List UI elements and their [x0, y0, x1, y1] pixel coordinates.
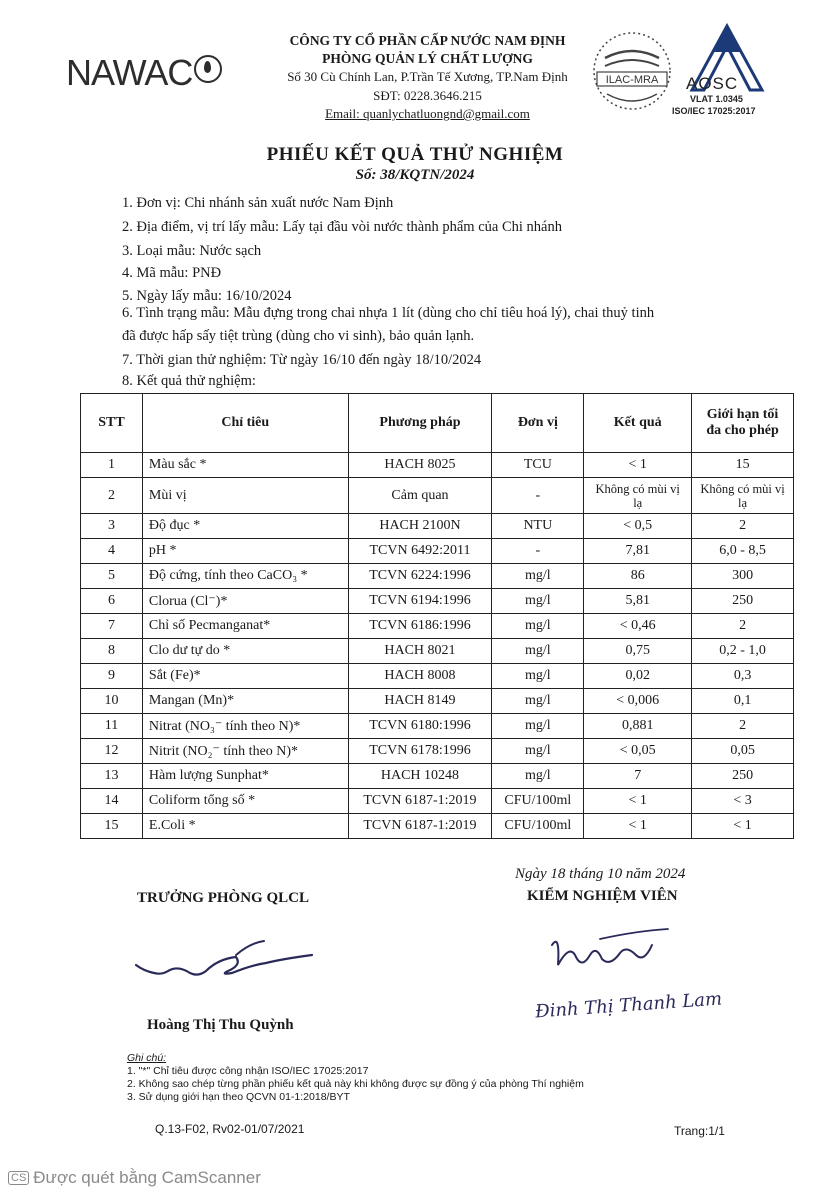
cell-indicator: Mùi vị: [142, 478, 348, 514]
company-phone: SĐT: 0228.3646.215: [373, 88, 482, 103]
aosc-iso: ISO/IEC 17025:2017: [672, 106, 756, 116]
table-body: [81, 453, 794, 839]
cell-stt: 8: [81, 639, 143, 664]
table-row: [81, 478, 794, 514]
table-row: [81, 589, 794, 614]
header-method: Phương pháp: [348, 394, 492, 453]
left-signer-name: Hoàng Thị Thu Quỳnh: [147, 1017, 294, 1033]
cell-stt: 1: [81, 453, 143, 478]
info-line: 1. Đơn vị: Chi nhánh sản xuất nước Nam Định: [122, 195, 394, 211]
logo-text: NAWAC: [66, 52, 193, 93]
table-row: [81, 664, 794, 689]
header-result: Kết quả: [584, 394, 692, 453]
info-line: 3. Loại mẫu: Nước sạch: [122, 243, 262, 259]
left-signer-title: TRƯỞNG PHÒNG QLCL: [137, 890, 309, 906]
table-row: [81, 564, 794, 589]
cell-stt: 9: [81, 664, 143, 689]
header-stt: STT: [81, 394, 143, 453]
right-signer-title: KIỂM NGHIỆM VIÊN: [527, 888, 678, 904]
cell-unit: mg/l: [492, 614, 584, 639]
cell-stt: 5: [81, 564, 143, 589]
company-logo: [66, 52, 222, 94]
cell-limit: 0,3: [692, 664, 794, 689]
cell-indicator: Mangan (Mn)*: [142, 689, 348, 714]
cell-method: HACH 8008: [348, 664, 492, 689]
cell-indicator: Màu sắc *: [142, 453, 348, 478]
cell-limit: < 1: [692, 814, 794, 839]
cell-stt: 3: [81, 514, 143, 539]
table-row: [81, 789, 794, 814]
note-item: 1. "*" Chỉ tiêu được công nhận ISO/IEC 17025:2017: [127, 1065, 369, 1077]
cell-limit: 250: [692, 589, 794, 614]
cell-indicator: Clo dư tự do *: [142, 639, 348, 664]
department-name: PHÒNG QUẢN LÝ CHẤT LƯỢNG: [322, 51, 533, 66]
cell-unit: mg/l: [492, 714, 584, 739]
cell-method: HACH 8021: [348, 639, 492, 664]
cell-indicator: E.Coli *: [142, 814, 348, 839]
cell-stt: 2: [81, 478, 143, 514]
form-code: Q.13-F02, Rv02-01/07/2021: [155, 1122, 305, 1136]
cell-limit: 0,2 - 1,0: [692, 639, 794, 664]
cell-unit: CFU/100ml: [492, 789, 584, 814]
cell-unit: mg/l: [492, 589, 584, 614]
cell-method: TCVN 6178:1996: [348, 739, 492, 764]
cell-limit: < 3: [692, 789, 794, 814]
camscanner-watermark: [8, 1168, 261, 1188]
company-address: Số 30 Cù Chính Lan, P.Trần Tế Xương, TP.Nam Định: [287, 69, 568, 84]
ilac-seal-icon: [583, 22, 681, 120]
cell-result: < 0,006: [584, 689, 692, 714]
cell-limit: Không có mùi vị lạ: [692, 478, 794, 514]
cell-result: < 1: [584, 453, 692, 478]
company-email: Email: quanlychatluongnd@gmail.com: [325, 106, 530, 121]
cell-unit: mg/l: [492, 689, 584, 714]
table-row: [81, 689, 794, 714]
left-signature-icon: [132, 935, 332, 990]
aosc-accreditation: [672, 22, 782, 122]
cell-unit: -: [492, 478, 584, 514]
info-line: 2. Địa điểm, vị trí lấy mẫu: Lấy tại đầu vòi nước thành phẩm của Chi nhánh: [122, 219, 562, 235]
info-line: 7. Thời gian thử nghiệm: Từ ngày 16/10 đến ngày 18/10/2024: [122, 352, 482, 368]
cell-indicator: Độ đục *: [142, 514, 348, 539]
cell-stt: 7: [81, 614, 143, 639]
cell-stt: 13: [81, 764, 143, 789]
table-row: [81, 453, 794, 478]
cell-stt: 10: [81, 689, 143, 714]
cell-indicator: Hàm lượng Sunphat*: [142, 764, 348, 789]
cell-limit: 250: [692, 764, 794, 789]
cell-indicator: Sắt (Fe)*: [142, 664, 348, 689]
cell-limit: 2: [692, 514, 794, 539]
cell-unit: NTU: [492, 514, 584, 539]
cell-unit: CFU/100ml: [492, 814, 584, 839]
header-indicator: Chỉ tiêu: [142, 394, 348, 453]
table-row: [81, 614, 794, 639]
document-title: PHIẾU KẾT QUẢ THỬ NGHIỆM: [266, 144, 564, 165]
cell-result: < 0,5: [584, 514, 692, 539]
results-table: [80, 393, 794, 839]
water-drop-icon: [194, 55, 222, 83]
note-item: 2. Không sao chép từng phần phiếu kết quả này khi không được sự đồng ý của phòng Thí nghiệm: [127, 1078, 584, 1090]
cell-result: 86: [584, 564, 692, 589]
cell-unit: mg/l: [492, 639, 584, 664]
table-row: [81, 739, 794, 764]
cell-unit: -: [492, 539, 584, 564]
cell-indicator: Coliform tổng số *: [142, 789, 348, 814]
note-item: 3. Sử dụng giới hạn theo QCVN 01-1:2018/BYT: [127, 1091, 350, 1103]
notes-heading: Ghi chú:: [127, 1052, 167, 1064]
cell-stt: 6: [81, 589, 143, 614]
cell-result: 7,81: [584, 539, 692, 564]
cell-limit: 300: [692, 564, 794, 589]
cell-indicator: Nitrat (NO₃⁻ tính theo N)*: [142, 714, 348, 739]
info-line: 5. Ngày lấy mẫu: 16/10/2024: [122, 288, 292, 304]
cell-indicator: Nitrit (NO₂⁻ tính theo N)*: [142, 739, 348, 764]
cell-limit: 0,1: [692, 689, 794, 714]
cell-method: Cảm quan: [348, 478, 492, 514]
table-row: [81, 514, 794, 539]
cell-result: < 1: [584, 814, 692, 839]
page-number: Trang:1/1: [674, 1124, 725, 1138]
cell-result: < 1: [584, 789, 692, 814]
cell-method: TCVN 6194:1996: [348, 589, 492, 614]
cell-result: 7: [584, 764, 692, 789]
cell-method: TCVN 6180:1996: [348, 714, 492, 739]
seal-text: ILAC-MRA: [605, 74, 659, 86]
table-row: [81, 639, 794, 664]
cell-result: 0,881: [584, 714, 692, 739]
right-signer-handwritten-name: Đinh Thị Thanh Lam: [534, 988, 723, 1023]
info-line: 6. Tình trạng mẫu: Mẫu đựng trong chai nhựa 1 lít (dùng cho chỉ tiêu hoá lý), chai thuỷ tinh: [122, 305, 655, 321]
table-row: [81, 814, 794, 839]
notes-section: [127, 1052, 584, 1104]
cell-indicator: Độ cứng, tính theo CaCO₃ *: [142, 564, 348, 589]
cell-limit: 2: [692, 614, 794, 639]
cell-result: 0,75: [584, 639, 692, 664]
cell-limit: 15: [692, 453, 794, 478]
cell-method: HACH 10248: [348, 764, 492, 789]
table-header-row: [81, 394, 794, 453]
aosc-name: AOSC: [686, 74, 739, 93]
company-name: CÔNG TY CỔ PHẦN CẤP NƯỚC NAM ĐỊNH: [289, 33, 566, 48]
cell-unit: mg/l: [492, 739, 584, 764]
cell-method: TCVN 6492:2011: [348, 539, 492, 564]
table-row: [81, 539, 794, 564]
signing-date: Ngày 18 tháng 10 năm 2024: [515, 866, 686, 882]
cell-unit: TCU: [492, 453, 584, 478]
cell-limit: 0,05: [692, 739, 794, 764]
cell-method: TCVN 6186:1996: [348, 614, 492, 639]
cell-result: 0,02: [584, 664, 692, 689]
right-signature-icon: [540, 925, 680, 980]
cell-method: TCVN 6187-1:2019: [348, 789, 492, 814]
cell-unit: mg/l: [492, 664, 584, 689]
document-number: Số: 38/KQTN/2024: [355, 167, 475, 183]
cell-stt: 12: [81, 739, 143, 764]
cell-result: 5,81: [584, 589, 692, 614]
cell-limit: 2: [692, 714, 794, 739]
info-line: 8. Kết quả thử nghiệm:: [122, 373, 256, 389]
aosc-vlat: VLAT 1.0345: [690, 94, 743, 104]
cell-unit: mg/l: [492, 764, 584, 789]
cell-method: HACH 8149: [348, 689, 492, 714]
camscanner-text: Được quét bằng CamScanner: [33, 1168, 261, 1187]
cell-method: TCVN 6187-1:2019: [348, 814, 492, 839]
cell-limit: 6,0 - 8,5: [692, 539, 794, 564]
cell-unit: mg/l: [492, 564, 584, 589]
table-row: [81, 764, 794, 789]
cell-method: HACH 8025: [348, 453, 492, 478]
cell-indicator: Clorua (Cl⁻)*: [142, 589, 348, 614]
cell-indicator: pH *: [142, 539, 348, 564]
cell-method: HACH 2100N: [348, 514, 492, 539]
cell-result: < 0,46: [584, 614, 692, 639]
cell-stt: 14: [81, 789, 143, 814]
info-line: đã được hấp sấy tiệt trùng (dùng cho vi sinh), bảo quản lạnh.: [122, 328, 475, 344]
cell-stt: 4: [81, 539, 143, 564]
cell-indicator: Chỉ số Pecmanganat*: [142, 614, 348, 639]
header-limit: Giới hạn tối đa cho phép: [692, 394, 794, 453]
header-unit: Đơn vị: [492, 394, 584, 453]
cell-stt: 11: [81, 714, 143, 739]
table-row: [81, 714, 794, 739]
cell-result: Không có mùi vị lạ: [584, 478, 692, 514]
info-line: 4. Mã mẫu: PNĐ: [122, 265, 222, 281]
cell-stt: 15: [81, 814, 143, 839]
cell-method: TCVN 6224:1996: [348, 564, 492, 589]
camscanner-icon: CS: [8, 1171, 29, 1185]
cell-result: < 0,05: [584, 739, 692, 764]
